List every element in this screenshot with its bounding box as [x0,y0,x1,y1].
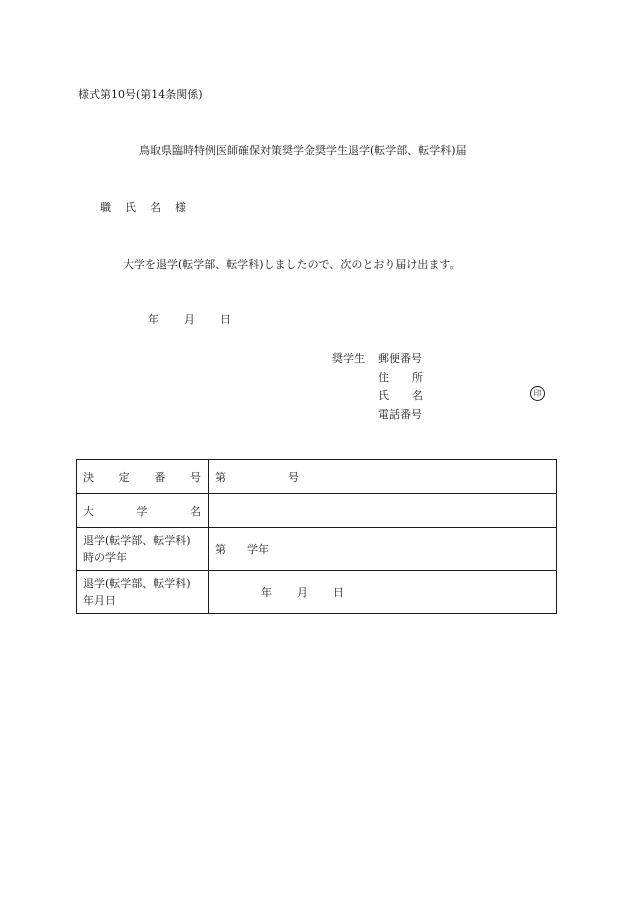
decision-number-value[interactable] [209,460,557,494]
value-suffix: 学年 [247,543,269,556]
seal-mark: 印 [530,386,545,401]
date-month-label: 月 [297,586,308,599]
grade-label [77,528,209,571]
applicant-label: 奨学生 [332,352,365,365]
postal-code-label: 郵便番号 [378,352,422,365]
date-year-label: 年 [261,586,272,599]
label-line: 退学(転学部、転学科) [83,577,191,590]
university-value[interactable] [209,494,557,528]
label-line: 退学(転学部、転学科) [83,534,191,547]
address-label-char: 住 [378,371,389,384]
table-row-decision-number [77,460,557,494]
body-text: 大学を退学(転学部、転学科)しましたので、次のとおり届け出ます。 [123,258,461,271]
table-row-university [77,494,557,528]
address-label-char: 所 [412,371,423,384]
name-label [378,387,423,403]
label-char: 号 [189,470,201,484]
withdrawal-date-value[interactable] [209,571,557,614]
info-table [76,459,557,614]
decision-number-label [77,460,209,494]
date-day-label: 日 [220,313,231,326]
name-label-char: 氏 [378,389,389,402]
submission-date [148,311,231,327]
name-label-char: 名 [412,389,423,402]
label-char: 名 [190,504,201,518]
value-prefix: 第 [215,470,226,484]
label-char: 番 [154,470,166,484]
addressee-char: 様 [175,201,186,214]
label-char: 定 [118,470,130,484]
date-year-label: 年 [148,313,159,326]
address-label [378,369,423,385]
form-number: 様式第10号(第14条関係) [78,88,203,101]
table-row-grade [77,528,557,571]
university-label [77,494,209,528]
addressee-char: 氏 [125,201,136,214]
addressee-char: 職 [100,201,111,214]
value-prefix: 第 [215,543,226,556]
label-char: 決 [83,470,94,484]
document-title: 鳥取県臨時特例医師確保対策奨学金奨学生退学(転学部、転学科)届 [139,144,467,157]
phone-label: 電話番号 [378,408,422,421]
grade-value[interactable] [209,528,557,571]
label-char: 学 [136,504,148,518]
addressee-char: 名 [150,201,161,214]
label-line: 時の学年 [83,551,127,564]
date-month-label: 月 [184,313,195,326]
value-suffix: 号 [288,470,299,484]
table-row-date [77,571,557,614]
addressee [100,199,186,215]
withdrawal-date-label [77,571,209,614]
date-day-label: 日 [333,586,344,599]
label-line: 年月日 [83,594,116,607]
label-char: 大 [83,504,94,518]
